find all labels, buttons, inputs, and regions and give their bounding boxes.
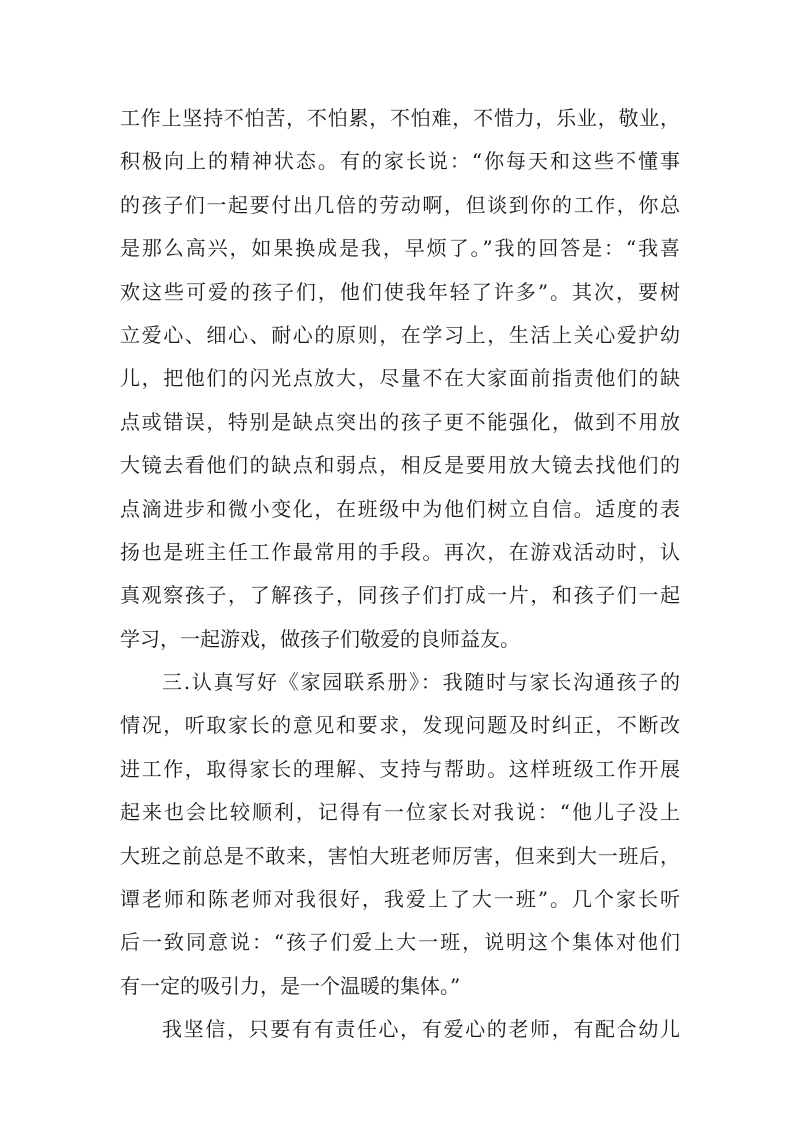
text-line: 点滴进步和微小变化，在班级中为他们树立自信。适度的表: [120, 496, 680, 521]
text-line: 是那么高兴，如果换成是我，早烦了。”我的回答是：“我喜: [120, 236, 680, 261]
text-line: 立爱心、细心、耐心的原则，在学习上，生活上关心爱护幼: [120, 322, 680, 347]
text-line: 情况，听取家长的意见和要求，发现问题及时纠正，不断改: [120, 713, 680, 738]
text-line: 儿，把他们的闪光点放大，尽量不在大家面前指责他们的缺: [120, 366, 680, 391]
text-line: 谭老师和陈老师对我很好，我爱上了大一班”。几个家长听: [120, 887, 680, 912]
text-line: 扬也是班主任工作最常用的手段。再次，在游戏活动时，认: [120, 539, 680, 564]
text-line: 积极向上的精神状态。有的家长说：“你每天和这些不懂事: [120, 149, 680, 174]
text-line: 大班之前总是不敢来，害怕大班老师厉害，但来到大一班后，: [120, 843, 680, 868]
text-line: 大镜去看他们的缺点和弱点，相反是要用放大镜去找他们的: [120, 453, 680, 478]
text-line: 的孩子们一起要付出几倍的劳动啊，但谈到你的工作，你总: [120, 192, 680, 217]
section-heading-line: 三.认真写好《家园联系册》：我随时与家长沟通孩子的: [162, 670, 680, 695]
text-line: 起来也会比较顺利，记得有一位家长对我说：“他儿子没上: [120, 800, 680, 825]
paragraph-start-line: 我坚信，只要有有责任心，有爱心的老师，有配合幼儿: [162, 1017, 680, 1042]
text-line: 后一致同意说：“孩子们爱上大一班，说明这个集体对他们: [120, 930, 680, 955]
text-line: 学习，一起游戏，做孩子们敬爱的良师益友。: [120, 626, 520, 651]
text-line: 有一定的吸引力，是一个温暖的集体。”: [120, 973, 461, 998]
body-text: [120, 97, 680, 1052]
text-line: 点或错误，特别是缺点突出的孩子更不能强化，做到不用放: [120, 409, 680, 434]
text-line: 进工作，取得家长的理解、支持与帮助。这样班级工作开展: [120, 756, 680, 781]
text-line: 欢这些可爱的孩子们，他们使我年轻了许多”。其次，要树: [120, 279, 680, 304]
text-line: 工作上坚持不怕苦，不怕累，不怕难，不惜力，乐业，敬业，: [120, 106, 680, 130]
text-line: 真观察孩子，了解孩子，同孩子们打成一片，和孩子们一起: [120, 583, 680, 608]
